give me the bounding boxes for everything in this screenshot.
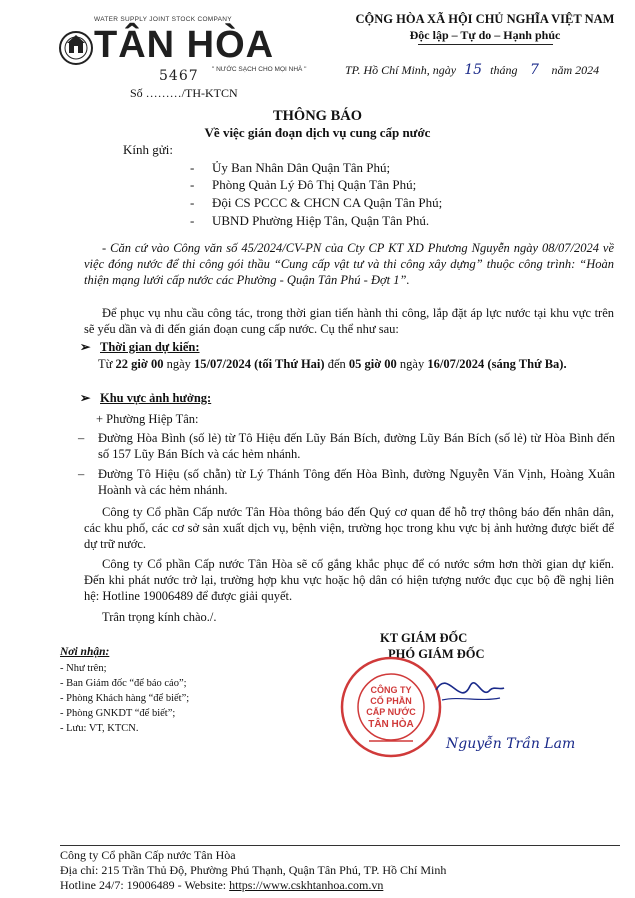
noi-nhan-item: - Ban Giám đốc “để báo cáo”; xyxy=(60,678,187,689)
footer-contact xyxy=(60,878,383,893)
noi-nhan-item: - Như trên; xyxy=(60,663,107,674)
noi-nhan-item: - Phòng Khách hàng “để biết”; xyxy=(60,693,190,704)
date-year: năm 2024 xyxy=(551,63,600,77)
document-subtitle: Về việc gián đoạn dịch vụ cung cấp nước xyxy=(204,125,431,140)
signer-name: Nguyễn Trần Lam xyxy=(446,736,576,752)
recipient-item: - Ủy Ban Nhân Dân Quận Tân Phú; xyxy=(190,160,391,175)
company-english-name: WATER SUPPLY JOINT STOCK COMPANY xyxy=(94,16,232,23)
arrow-bullet-icon: ➢ xyxy=(80,340,91,354)
recipient-item: - UBND Phường Hiệp Tân, Quận Tân Phú. xyxy=(190,213,430,228)
nation-title: CỘNG HÒA XÃ HỘI CHỦ NGHĨA VIỆT NAM xyxy=(355,12,615,26)
closing-greeting: Trân trọng kính chào./. xyxy=(102,610,217,624)
date-prefix: TP. Hồ Chí Minh, ngày xyxy=(345,63,457,77)
noi-nhan-item: - Lưu: VT, KTCN. xyxy=(60,723,139,734)
footer-divider xyxy=(60,845,620,846)
date-month: 7 xyxy=(530,62,539,78)
footer-address: Địa chỉ: 215 Trần Thủ Độ, Phường Phú Thạnh, Quận Tân Phú, TP. Hồ Chí Minh xyxy=(60,863,447,877)
signature-title-2: PHÓ GIÁM ĐỐC xyxy=(388,647,485,661)
brand-name: TÂN HÒA xyxy=(94,24,275,66)
commit-paragraph: Công ty Cổ phần Cấp nước Tân Hòa sẽ cố gắng khắc phục để có nước sớm hơn thời gian dự kiến. Đến khi phát nước trở lại, trường hợp khu vực hoặc hộ dân có hiện tượng nước đục cục bộ đề nghị liên hệ: Hotline 19006489 để được giải quyết. xyxy=(84,557,614,603)
noi-nhan-item: - Phòng GNKDT “để biết”; xyxy=(60,708,176,719)
logo-emblem-icon xyxy=(58,20,94,78)
recipient-item: - Đội CS PCCC & CHCN CA Quận Tân Phú; xyxy=(190,195,443,210)
footer-hotline: Hotline 24/7: 19006489 - Website: xyxy=(60,878,230,892)
noi-nhan-label: Nơi nhận: xyxy=(60,646,110,658)
time-section-body: Từ 22 giờ 00 ngày 15/07/2024 (tối Thứ Hai) đến 05 giờ 00 ngày 16/07/2024 (sáng Thứ Ba). xyxy=(98,357,567,371)
seal-line-2: CỔ PHẦN xyxy=(370,696,412,706)
kinh-gui-label: Kính gửi: xyxy=(123,142,174,157)
footer-company: Công ty Cổ phần Cấp nước Tân Hòa xyxy=(60,848,236,862)
seal-line-3: CẤP NƯỚC xyxy=(366,707,416,717)
document-number: Số ………/TH-KTCN xyxy=(130,86,238,100)
company-seal xyxy=(339,655,443,759)
support-paragraph: Công ty Cổ phần Cấp nước Tân Hòa thông báo đến Quý cơ quan để hỗ trợ thông báo đến nhân dân, các khu phố, các cơ sở sản xuất dịch vụ, bệnh viện, trường học trong khu vực bị ảnh hưởng được biết để dự trữ nước. xyxy=(84,505,614,551)
document-number-handwritten: 5467 xyxy=(159,68,199,84)
motto: Độc lập – Tự do – Hạnh phúc xyxy=(409,28,561,42)
area-section-heading: ➢ Khu vực ảnh hưởng: xyxy=(80,391,212,405)
recipient-item: - Phòng Quản Lý Đô Thị Quận Tân Phú; xyxy=(190,177,417,192)
dateline xyxy=(345,62,599,78)
street-item: – Đường Tô Hiệu (số chẵn) từ Lý Thánh Tông đến Hòa Bình, đường Nguyễn Văn Vịnh, Hoàng Xuân Hoành và các hẻm nhánh. xyxy=(78,467,615,497)
ward-label: + Phường Hiệp Tân: xyxy=(96,412,199,426)
street-item: – Đường Hòa Bình (số lẻ) từ Tô Hiệu đến Lũy Bán Bích, đường Lũy Bán Bích (số lẻ) từ Hòa Bình đến số 157 Lũy Bán Bích và các hẻm nhánh. xyxy=(78,431,615,461)
website-link[interactable]: https://www.cskhtanhoa.com.vn xyxy=(229,878,384,892)
legal-basis-paragraph: - Căn cứ vào Công văn số 45/2024/CV-PN của Cty CP KT XD Phương Nguyễn ngày 08/07/2024 về việc đóng nước để thi công gói thầu “Cung cấp vật tư và thi công xây dựng” thuộc công trình: “Hoàn thiện mạng lưới cấp nước các Phường - Quận Tân Phú - Đợt 1”. xyxy=(84,241,614,287)
motto-underline xyxy=(418,44,553,45)
slogan: " NƯỚC SẠCH CHO MỌI NHÀ " xyxy=(212,66,307,73)
intro-paragraph: Để phục vụ nhu cầu công tác, trong thời gian tiến hành thi công, lắp đặt áp lực nước tại khu vực trên sẽ yếu dần và đi đến gián đoạn cung cấp nước. Cụ thể như sau: xyxy=(84,306,614,336)
document-title: THÔNG BÁO xyxy=(272,108,363,124)
handwritten-signature-icon xyxy=(430,660,510,716)
signature-title-1: KT GIÁM ĐỐC xyxy=(380,631,468,645)
date-month-label: tháng xyxy=(490,63,518,77)
seal-line-4: TÂN HÒA xyxy=(368,719,414,730)
arrow-bullet-icon: ➢ xyxy=(80,391,91,405)
time-section-heading: ➢ Thời gian dự kiến: xyxy=(80,340,200,354)
date-day: 15 xyxy=(464,62,483,78)
seal-line-1: CÔNG TY xyxy=(370,685,412,695)
